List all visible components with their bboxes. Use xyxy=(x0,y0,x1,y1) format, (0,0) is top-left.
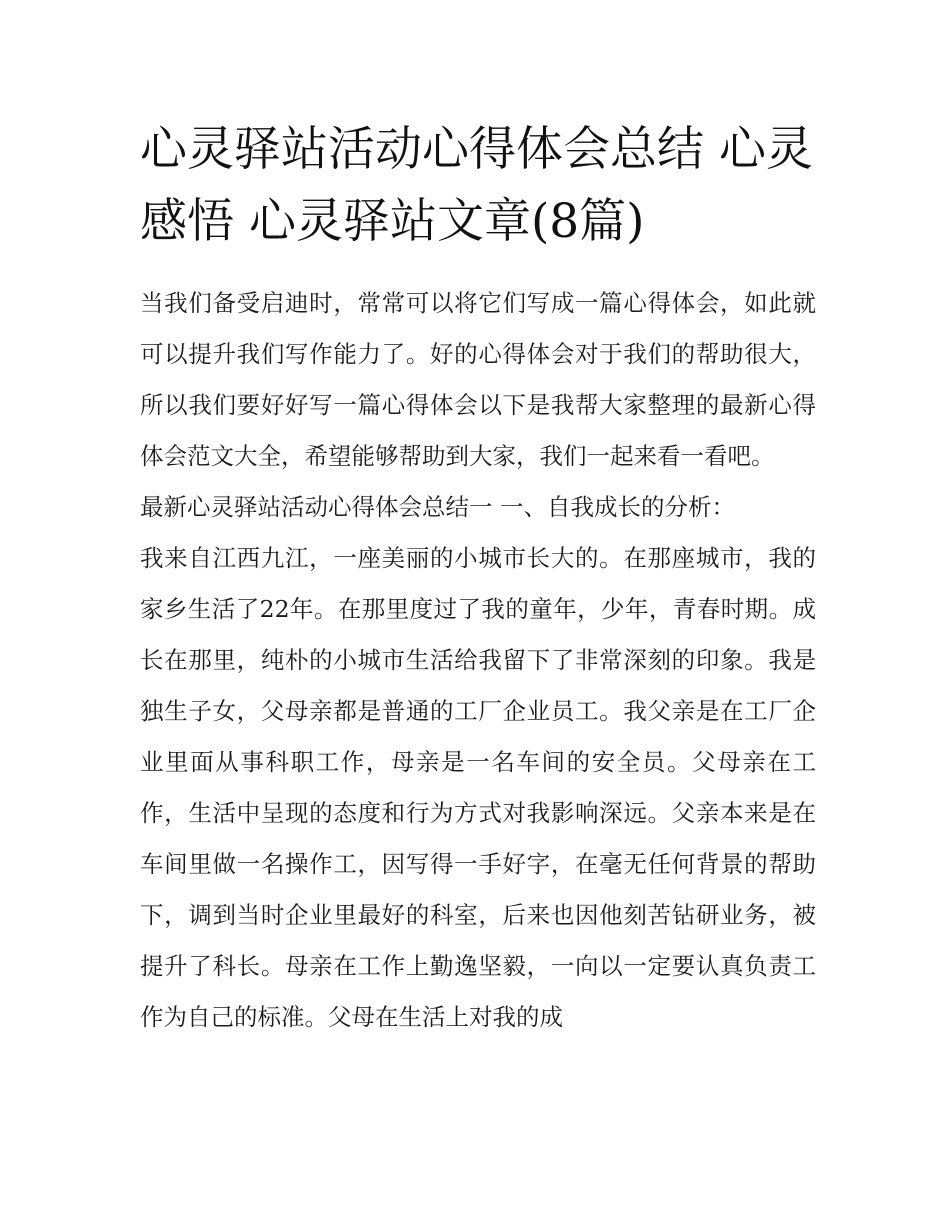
document-title: 心灵驿站活动心得体会总结 心灵感悟 心灵驿站文章(8篇) xyxy=(140,122,813,249)
intro-paragraph: 当我们备受启迪时，常常可以将它们写成一篇心得体会，如此就可以提升我们写作能力了。好的心得体会对于我们的帮助很大，所以我们要好好写一篇心得体会以下是我帮大家整理的最新心得体会范文大全，希望能够帮助到大家，我们一起来看一看吧。 xyxy=(140,289,816,470)
section-heading-paragraph: 最新心灵驿站活动心得体会总结一 一、自我成长的分析： xyxy=(140,493,735,521)
document-body xyxy=(140,278,816,1043)
body-paragraph: 我来自江西九江，一座美丽的小城市长大的。在那座城市，我的家乡生活了22年。在那里度过了我的童年，少年，青春时期。成长在那里，纯朴的小城市生活给我留下了非常深刻的印象。我是独生子女，父母亲都是普通的工厂企业员工。我父亲是在工厂企业里面从事科职工作，母亲是一名车间的安全员。父母亲在工作，生活中呈现的态度和行为方式对我影响深远。父亲本来是在车间里做一名操作工，因写得一手好字，在毫无任何背景的帮助下，调到当时企业里最好的科室，后来也因他刻苦钻研业务，被提升了科长。母亲在工作上勤逸坚毅，一向以一定要认真负责工作为自己的标准。父母在生活上对我的成 xyxy=(140,544,816,1031)
